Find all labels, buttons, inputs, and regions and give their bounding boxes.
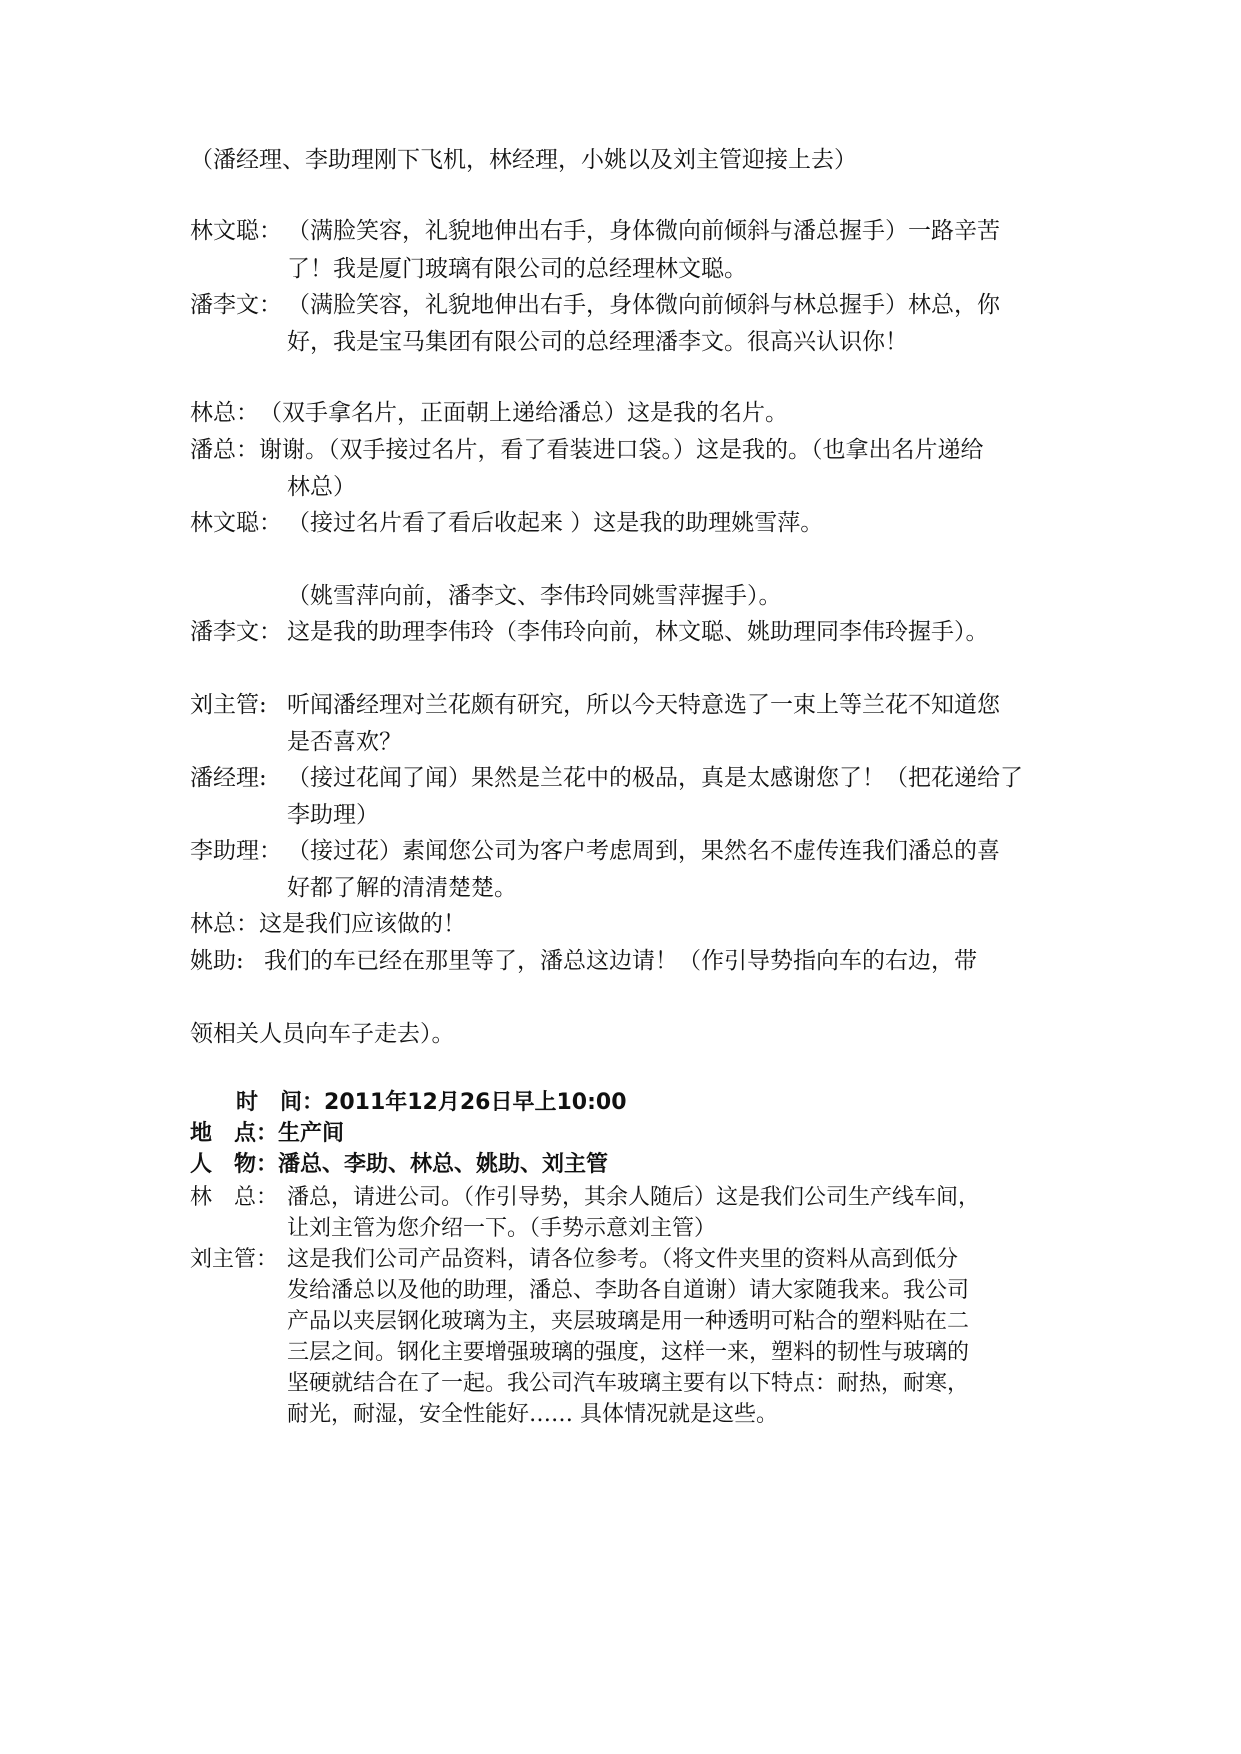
dialogue-text: （接过花）素闻您公司为客户考虑周到，果然名不虚传连我们潘总的喜 xyxy=(287,838,1000,864)
speaker-label: 李助理： xyxy=(190,838,282,864)
dialogue-line xyxy=(190,763,1023,793)
dialogue-continuation: 三层之间。钢化主要增强玻璃的强度，这样一来，塑料的韧性与玻璃的 xyxy=(287,1340,970,1365)
place-value: 生产间 xyxy=(278,1121,345,1146)
dialogue-continuation: 了！我是厦门玻璃有限公司的总经理林文聪。 xyxy=(287,256,747,282)
dialogue-text: 谢谢。（双手接过名片，看了看装进口袋。）这是我的。（也拿出名片递给 xyxy=(259,437,984,463)
dialogue-line xyxy=(190,946,977,976)
dialogue-line xyxy=(190,508,823,538)
time-value: 2011年12月26日早上10:00 xyxy=(324,1090,627,1115)
dialogue-text: （接过花闻了闻）果然是兰花中的极品，真是太感谢您了！（把花递给了 xyxy=(287,765,1023,791)
place-label: 地 点： xyxy=(190,1121,279,1146)
scene-place xyxy=(190,1119,344,1149)
dialogue-continuation: 产品以夹层钢化玻璃为主，夹层玻璃是用一种透明可粘合的塑料贴在二 xyxy=(287,1309,970,1334)
dialogue-continuation: 好都了解的清清楚楚。 xyxy=(287,875,517,901)
dialogue-continuation: 李助理） xyxy=(287,802,379,828)
speaker-label: 潘李文： xyxy=(190,619,282,645)
dialogue-text: （满脸笑容，礼貌地伸出右手，身体微向前倾斜与林总握手）林总，你 xyxy=(287,292,1000,318)
dialogue-continuation: 坚硬就结合在了一起。我公司汽车玻璃主要有以下特点：耐热，耐寒， xyxy=(287,1371,970,1396)
people-label: 人 物： xyxy=(190,1152,279,1177)
dialogue-continuation: 让刘主管为您介绍一下。（手势示意刘主管） xyxy=(287,1216,717,1241)
dialogue-continuation: 是否喜欢？ xyxy=(287,729,402,755)
dialogue-text: 这是我们应该做的！ xyxy=(259,911,466,937)
speaker-label: 姚助: xyxy=(190,948,244,974)
speaker-label: 林总： xyxy=(190,911,259,937)
dialogue-text: 潘总，请进公司。（作引导势，其余人随后）这是我们公司生产线车间， xyxy=(287,1185,981,1210)
speaker-label: 刘主管: xyxy=(190,692,267,718)
dialogue-continuation: 发给潘总以及他的助理，潘总、李助各自道谢）请大家随我来。我公司 xyxy=(287,1278,970,1303)
dialogue-continuation: 好，我是宝马集团有限公司的总经理潘李文。很高兴认识你！ xyxy=(287,329,908,355)
speaker-label: 潘总： xyxy=(190,437,259,463)
dialogue-line xyxy=(190,435,984,465)
dialogue-line xyxy=(190,617,989,647)
dialogue-text: （接过名片看了看后收起来 ）这是我的助理姚雪萍。 xyxy=(287,510,824,536)
stage-direction: （姚雪萍向前，潘李文、李伟玲同姚雪萍握手）。 xyxy=(287,583,782,609)
speaker-label: 林文聪： xyxy=(190,510,282,536)
people-value: 潘总、李助、林总、姚助、刘主管 xyxy=(278,1152,609,1177)
dialogue-text: 这是我的助理李伟玲（李伟玲向前，林文聪、姚助理同李伟玲握手）。 xyxy=(287,619,989,645)
speaker-label: 潘李文： xyxy=(190,292,282,318)
dialogue-line xyxy=(190,909,466,939)
dialogue-line xyxy=(190,1244,958,1275)
speaker-label: 林 总： xyxy=(190,1185,279,1210)
speaker-label: 林文聪： xyxy=(190,218,282,244)
scene-people xyxy=(190,1150,608,1180)
speaker-label: 刘主管： xyxy=(190,1247,279,1272)
dialogue-line xyxy=(190,836,1000,866)
dialogue-text: 这是我们公司产品资料，请各位参考。（将文件夹里的资料从高到低分 xyxy=(287,1247,959,1272)
dialogue-continuation: 领相关人员向车子走去）。 xyxy=(190,1021,455,1047)
time-label: 时 间： xyxy=(236,1090,325,1115)
dialogue-text: （双手拿名片，正面朝上递给潘总）这是我的名片。 xyxy=(259,400,788,426)
speaker-label: 潘经理: xyxy=(190,765,267,791)
dialogue-text: 听闻潘经理对兰花颇有研究，所以今天特意选了一束上等兰花不知道您 xyxy=(287,692,1000,718)
dialogue-line xyxy=(190,398,788,428)
dialogue-continuation: 耐光，耐湿，安全性能好…… 具体情况就是这些。 xyxy=(287,1402,778,1427)
scene-time xyxy=(236,1088,627,1118)
dialogue-line xyxy=(190,690,1000,720)
dialogue-text: 我们的车已经在那里等了，潘总这边请！（作引导势指向车的右边，带 xyxy=(264,948,977,974)
dialogue-text: （满脸笑容，礼貌地伸出右手，身体微向前倾斜与潘总握手）一路辛苦 xyxy=(287,218,1000,244)
dialogue-line xyxy=(190,216,1000,246)
stage-direction-opening: （潘经理、李助理刚下飞机，林经理，小姚以及刘主管迎接上去） xyxy=(190,147,857,173)
dialogue-continuation: 林总） xyxy=(287,474,356,500)
speaker-label: 林总： xyxy=(190,400,259,426)
dialogue-line xyxy=(190,1182,980,1213)
dialogue-line xyxy=(190,290,1000,320)
